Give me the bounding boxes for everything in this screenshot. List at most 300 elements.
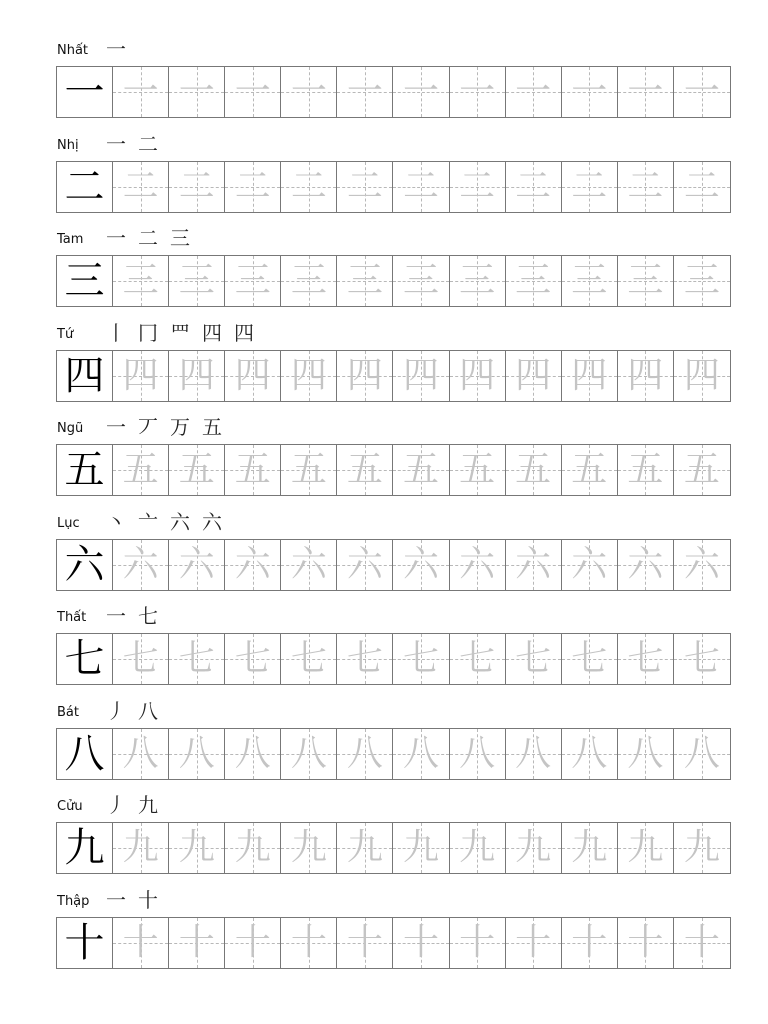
trace-character: 七 bbox=[122, 638, 159, 679]
trace-cell[interactable] bbox=[225, 256, 281, 306]
trace-cell[interactable] bbox=[281, 729, 337, 779]
practice-grid bbox=[56, 350, 731, 402]
trace-cell[interactable] bbox=[113, 918, 169, 968]
trace-character: 五 bbox=[459, 449, 496, 490]
trace-character: 八 bbox=[234, 732, 271, 774]
model-character-cell bbox=[57, 634, 113, 684]
trace-cell[interactable] bbox=[506, 67, 562, 117]
trace-character: 四 bbox=[459, 354, 496, 396]
trace-character: 十 bbox=[122, 921, 159, 963]
stroke-step: 三 bbox=[170, 226, 190, 250]
trace-character: 八 bbox=[178, 732, 215, 774]
trace-cell[interactable] bbox=[169, 256, 225, 306]
trace-cell[interactable] bbox=[618, 256, 674, 306]
stroke-step: 七 bbox=[138, 604, 158, 628]
trace-cell[interactable] bbox=[618, 351, 674, 401]
trace-character: 二 bbox=[515, 165, 552, 207]
trace-character: 三 bbox=[627, 260, 664, 301]
trace-character: 五 bbox=[515, 449, 552, 490]
trace-character: 四 bbox=[571, 354, 608, 396]
row-label: Nhị bbox=[57, 137, 79, 153]
stroke-order-sequence bbox=[100, 885, 164, 915]
trace-character: 六 bbox=[290, 543, 327, 585]
trace-character: 三 bbox=[290, 260, 327, 301]
trace-cell[interactable] bbox=[225, 162, 281, 212]
model-character-cell bbox=[57, 445, 113, 495]
trace-cell[interactable] bbox=[618, 445, 674, 495]
trace-character: 三 bbox=[234, 260, 271, 301]
trace-character: 九 bbox=[571, 827, 608, 868]
trace-character: 一 bbox=[346, 71, 383, 112]
model-character: 四 bbox=[64, 352, 105, 399]
model-character: 十 bbox=[64, 919, 105, 966]
trace-cell[interactable] bbox=[225, 67, 281, 117]
trace-character: 九 bbox=[122, 827, 159, 868]
practice-row bbox=[0, 320, 768, 420]
trace-character: 三 bbox=[515, 260, 552, 301]
trace-cell[interactable] bbox=[506, 540, 562, 590]
trace-character: 一 bbox=[683, 71, 720, 112]
stroke-step: 四 bbox=[202, 320, 222, 345]
trace-cell[interactable] bbox=[618, 540, 674, 590]
trace-character: 三 bbox=[459, 260, 496, 301]
trace-cell[interactable] bbox=[506, 256, 562, 306]
trace-character: 三 bbox=[403, 260, 440, 301]
trace-cell[interactable] bbox=[393, 67, 449, 117]
stroke-order-sequence bbox=[100, 34, 132, 64]
practice-row bbox=[0, 509, 768, 609]
trace-cell[interactable] bbox=[337, 256, 393, 306]
trace-character: 六 bbox=[515, 543, 552, 585]
trace-character: 二 bbox=[571, 165, 608, 207]
trace-cell[interactable] bbox=[393, 256, 449, 306]
trace-character: 七 bbox=[290, 638, 327, 679]
trace-cell[interactable] bbox=[113, 67, 169, 117]
trace-character: 六 bbox=[627, 543, 664, 585]
practice-row bbox=[0, 604, 768, 703]
stroke-step: 丶 bbox=[106, 509, 126, 534]
trace-character: 一 bbox=[234, 71, 271, 112]
trace-cell[interactable] bbox=[562, 67, 618, 117]
trace-cell[interactable] bbox=[225, 823, 281, 873]
trace-cell[interactable] bbox=[506, 634, 562, 684]
trace-cell[interactable] bbox=[618, 162, 674, 212]
practice-row bbox=[0, 37, 768, 136]
trace-cell[interactable] bbox=[225, 634, 281, 684]
trace-character: 十 bbox=[403, 921, 440, 963]
trace-cell[interactable] bbox=[337, 823, 393, 873]
trace-cell[interactable] bbox=[337, 540, 393, 590]
trace-character: 二 bbox=[290, 165, 327, 207]
trace-cell[interactable] bbox=[674, 823, 730, 873]
trace-cell[interactable] bbox=[393, 634, 449, 684]
trace-character: 十 bbox=[178, 921, 215, 963]
stroke-step: 六 bbox=[170, 509, 190, 534]
stroke-step: 二 bbox=[138, 131, 158, 156]
trace-cell[interactable] bbox=[169, 540, 225, 590]
trace-character: 三 bbox=[346, 260, 383, 301]
trace-cell[interactable] bbox=[337, 67, 393, 117]
trace-character: 五 bbox=[290, 449, 327, 490]
stroke-step: 亠 bbox=[138, 509, 158, 534]
stroke-step: 六 bbox=[202, 509, 222, 534]
trace-cell[interactable] bbox=[337, 729, 393, 779]
trace-cell[interactable] bbox=[450, 540, 506, 590]
trace-character: 四 bbox=[683, 354, 720, 396]
stroke-step: 罒 bbox=[170, 320, 190, 345]
trace-character: 七 bbox=[234, 638, 271, 679]
trace-character: 三 bbox=[122, 260, 159, 301]
practice-grid bbox=[56, 822, 731, 874]
trace-character: 六 bbox=[234, 543, 271, 585]
trace-cell[interactable] bbox=[674, 162, 730, 212]
trace-character: 二 bbox=[346, 165, 383, 207]
trace-cell[interactable] bbox=[169, 823, 225, 873]
trace-character: 八 bbox=[346, 732, 383, 774]
trace-cell[interactable] bbox=[113, 823, 169, 873]
trace-cell[interactable] bbox=[562, 823, 618, 873]
trace-character: 十 bbox=[290, 921, 327, 963]
stroke-step: 一 bbox=[106, 226, 126, 250]
trace-character: 六 bbox=[571, 543, 608, 585]
stroke-step: 丆 bbox=[138, 415, 158, 439]
row-label: Ngũ bbox=[57, 421, 84, 436]
trace-cell[interactable] bbox=[393, 729, 449, 779]
trace-character: 八 bbox=[122, 732, 159, 774]
trace-character: 九 bbox=[403, 827, 440, 868]
trace-character: 九 bbox=[627, 827, 664, 868]
trace-cell[interactable] bbox=[113, 445, 169, 495]
model-character: 九 bbox=[64, 825, 105, 871]
trace-character: 九 bbox=[459, 827, 496, 868]
stroke-step: 丨 bbox=[106, 320, 126, 345]
model-character-cell bbox=[57, 823, 113, 873]
trace-cell[interactable] bbox=[281, 256, 337, 306]
trace-character: 一 bbox=[515, 71, 552, 112]
trace-character: 一 bbox=[403, 71, 440, 112]
trace-character: 七 bbox=[571, 638, 608, 679]
trace-character: 八 bbox=[290, 732, 327, 774]
stroke-step: 冂 bbox=[138, 320, 158, 345]
trace-character: 十 bbox=[571, 921, 608, 963]
practice-grid bbox=[56, 444, 731, 496]
trace-character: 五 bbox=[627, 449, 664, 490]
trace-cell[interactable] bbox=[450, 445, 506, 495]
trace-character: 四 bbox=[403, 354, 440, 396]
trace-character: 四 bbox=[122, 354, 159, 396]
trace-character: 五 bbox=[178, 449, 215, 490]
trace-character: 二 bbox=[627, 165, 664, 207]
trace-character: 八 bbox=[515, 732, 552, 774]
trace-character: 八 bbox=[403, 732, 440, 774]
trace-cell[interactable] bbox=[506, 445, 562, 495]
trace-cell[interactable] bbox=[169, 729, 225, 779]
trace-cell[interactable] bbox=[337, 634, 393, 684]
stroke-order-sequence bbox=[100, 223, 196, 253]
row-label: Nhất bbox=[57, 43, 89, 58]
trace-character: 三 bbox=[571, 260, 608, 301]
trace-character: 五 bbox=[234, 449, 271, 490]
practice-row bbox=[0, 698, 768, 798]
stroke-step: 一 bbox=[106, 887, 126, 912]
trace-cell[interactable] bbox=[281, 162, 337, 212]
trace-character: 八 bbox=[459, 732, 496, 774]
trace-character: 一 bbox=[627, 71, 664, 112]
trace-character: 一 bbox=[290, 71, 327, 112]
practice-row bbox=[0, 131, 768, 231]
trace-cell[interactable] bbox=[393, 918, 449, 968]
model-character: 八 bbox=[64, 730, 105, 777]
trace-cell[interactable] bbox=[562, 634, 618, 684]
trace-character: 二 bbox=[459, 165, 496, 207]
trace-cell[interactable] bbox=[562, 540, 618, 590]
trace-cell[interactable] bbox=[674, 540, 730, 590]
trace-cell[interactable] bbox=[169, 162, 225, 212]
trace-cell[interactable] bbox=[169, 67, 225, 117]
trace-character: 八 bbox=[571, 732, 608, 774]
trace-cell[interactable] bbox=[562, 351, 618, 401]
trace-cell[interactable] bbox=[562, 918, 618, 968]
trace-cell[interactable] bbox=[450, 351, 506, 401]
trace-cell[interactable] bbox=[169, 634, 225, 684]
practice-grid bbox=[56, 917, 731, 969]
trace-cell[interactable] bbox=[506, 162, 562, 212]
practice-grid bbox=[56, 255, 731, 307]
stroke-step: 一 bbox=[106, 131, 126, 156]
stroke-step: 九 bbox=[138, 793, 158, 817]
trace-cell[interactable] bbox=[450, 729, 506, 779]
trace-cell[interactable] bbox=[281, 918, 337, 968]
trace-cell[interactable] bbox=[113, 256, 169, 306]
trace-character: 一 bbox=[122, 71, 159, 112]
stroke-step: 一 bbox=[106, 604, 126, 628]
row-label: Lục bbox=[57, 515, 80, 531]
trace-cell[interactable] bbox=[393, 445, 449, 495]
trace-cell[interactable] bbox=[337, 351, 393, 401]
row-label: Bát bbox=[57, 704, 79, 720]
trace-cell[interactable] bbox=[225, 445, 281, 495]
trace-character: 七 bbox=[515, 638, 552, 679]
trace-character: 七 bbox=[346, 638, 383, 679]
trace-cell[interactable] bbox=[113, 540, 169, 590]
row-label: Thập bbox=[57, 893, 90, 909]
trace-character: 九 bbox=[178, 827, 215, 868]
trace-cell[interactable] bbox=[393, 162, 449, 212]
trace-character: 二 bbox=[234, 165, 271, 207]
trace-cell[interactable] bbox=[337, 445, 393, 495]
trace-cell[interactable] bbox=[562, 162, 618, 212]
trace-cell[interactable] bbox=[450, 67, 506, 117]
trace-cell[interactable] bbox=[506, 823, 562, 873]
trace-cell[interactable] bbox=[225, 918, 281, 968]
trace-cell[interactable] bbox=[225, 729, 281, 779]
stroke-order-sequence bbox=[100, 601, 164, 631]
trace-cell[interactable] bbox=[450, 918, 506, 968]
model-character: 七 bbox=[64, 636, 105, 682]
model-character-cell bbox=[57, 162, 113, 212]
trace-cell[interactable] bbox=[169, 351, 225, 401]
trace-character: 六 bbox=[178, 543, 215, 585]
trace-cell[interactable] bbox=[618, 823, 674, 873]
trace-cell[interactable] bbox=[393, 351, 449, 401]
trace-character: 四 bbox=[515, 354, 552, 396]
trace-character: 十 bbox=[459, 921, 496, 963]
practice-row bbox=[0, 415, 768, 514]
trace-cell[interactable] bbox=[674, 918, 730, 968]
trace-character: 八 bbox=[683, 732, 720, 774]
trace-character: 四 bbox=[346, 354, 383, 396]
trace-character: 二 bbox=[683, 165, 720, 207]
stroke-step: 八 bbox=[138, 698, 158, 723]
trace-character: 十 bbox=[515, 921, 552, 963]
trace-character: 三 bbox=[178, 260, 215, 301]
trace-character: 十 bbox=[234, 921, 271, 963]
practice-row bbox=[0, 887, 768, 987]
model-character: 一 bbox=[64, 69, 105, 115]
trace-character: 四 bbox=[234, 354, 271, 396]
model-character-cell bbox=[57, 540, 113, 590]
trace-cell[interactable] bbox=[225, 351, 281, 401]
trace-cell[interactable] bbox=[113, 162, 169, 212]
trace-character: 十 bbox=[627, 921, 664, 963]
trace-character: 七 bbox=[403, 638, 440, 679]
trace-cell[interactable] bbox=[281, 67, 337, 117]
trace-character: 八 bbox=[627, 732, 664, 774]
trace-cell[interactable] bbox=[337, 162, 393, 212]
trace-character: 四 bbox=[627, 354, 664, 396]
trace-character: 五 bbox=[122, 449, 159, 490]
trace-character: 九 bbox=[683, 827, 720, 868]
practice-grid bbox=[56, 66, 731, 118]
trace-cell[interactable] bbox=[674, 445, 730, 495]
trace-cell[interactable] bbox=[674, 634, 730, 684]
trace-cell[interactable] bbox=[281, 351, 337, 401]
trace-character: 九 bbox=[515, 827, 552, 868]
trace-cell[interactable] bbox=[618, 729, 674, 779]
trace-character: 一 bbox=[459, 71, 496, 112]
trace-character: 九 bbox=[234, 827, 271, 868]
trace-character: 七 bbox=[627, 638, 664, 679]
trace-cell[interactable] bbox=[506, 351, 562, 401]
trace-character: 五 bbox=[571, 449, 608, 490]
stroke-step: 一 bbox=[106, 415, 126, 439]
practice-grid bbox=[56, 539, 731, 591]
row-label: Tam bbox=[57, 232, 84, 247]
model-character-cell bbox=[57, 918, 113, 968]
row-label: Cửu bbox=[57, 799, 83, 814]
stroke-order-sequence bbox=[100, 790, 164, 820]
trace-cell[interactable] bbox=[618, 634, 674, 684]
trace-cell[interactable] bbox=[674, 729, 730, 779]
trace-cell[interactable] bbox=[113, 351, 169, 401]
trace-cell[interactable] bbox=[281, 634, 337, 684]
trace-cell[interactable] bbox=[674, 67, 730, 117]
trace-cell[interactable] bbox=[113, 634, 169, 684]
stroke-order-sequence bbox=[100, 507, 228, 537]
trace-cell[interactable] bbox=[450, 634, 506, 684]
trace-character: 六 bbox=[403, 543, 440, 585]
trace-cell[interactable] bbox=[393, 823, 449, 873]
stroke-step: 四 bbox=[234, 320, 254, 345]
trace-character: 十 bbox=[346, 921, 383, 963]
model-character: 三 bbox=[64, 258, 105, 304]
stroke-step: 万 bbox=[170, 415, 190, 439]
trace-cell[interactable] bbox=[618, 918, 674, 968]
trace-character: 七 bbox=[178, 638, 215, 679]
trace-character: 七 bbox=[459, 638, 496, 679]
trace-cell[interactable] bbox=[450, 823, 506, 873]
row-label: Tứ bbox=[57, 326, 74, 342]
trace-character: 一 bbox=[178, 71, 215, 112]
trace-character: 六 bbox=[683, 543, 720, 585]
trace-cell[interactable] bbox=[562, 729, 618, 779]
practice-row bbox=[0, 226, 768, 325]
trace-cell[interactable] bbox=[169, 445, 225, 495]
trace-cell[interactable] bbox=[169, 918, 225, 968]
trace-character: 五 bbox=[346, 449, 383, 490]
practice-grid bbox=[56, 633, 731, 685]
trace-cell[interactable] bbox=[506, 729, 562, 779]
model-character-cell bbox=[57, 351, 113, 401]
trace-character: 九 bbox=[290, 827, 327, 868]
stroke-order-sequence bbox=[100, 129, 164, 159]
model-character: 五 bbox=[64, 447, 105, 493]
trace-character: 六 bbox=[346, 543, 383, 585]
trace-cell[interactable] bbox=[562, 256, 618, 306]
model-character-cell bbox=[57, 67, 113, 117]
trace-cell[interactable] bbox=[674, 256, 730, 306]
trace-character: 十 bbox=[683, 921, 720, 963]
practice-row bbox=[0, 793, 768, 892]
trace-cell[interactable] bbox=[393, 540, 449, 590]
trace-character: 六 bbox=[459, 543, 496, 585]
trace-cell[interactable] bbox=[618, 67, 674, 117]
stroke-step: 五 bbox=[202, 415, 222, 439]
stroke-step: 一 bbox=[106, 37, 126, 61]
trace-cell[interactable] bbox=[450, 256, 506, 306]
stroke-order-sequence bbox=[100, 318, 260, 348]
trace-cell[interactable] bbox=[281, 540, 337, 590]
trace-cell[interactable] bbox=[281, 445, 337, 495]
trace-cell[interactable] bbox=[674, 351, 730, 401]
practice-grid bbox=[56, 161, 731, 213]
stroke-step: 二 bbox=[138, 226, 158, 250]
trace-cell[interactable] bbox=[562, 445, 618, 495]
trace-cell[interactable] bbox=[506, 918, 562, 968]
stroke-step: 丿 bbox=[106, 793, 126, 817]
model-character: 二 bbox=[64, 163, 105, 210]
trace-cell[interactable] bbox=[337, 918, 393, 968]
practice-grid bbox=[56, 728, 731, 780]
trace-character: 七 bbox=[683, 638, 720, 679]
stroke-order-sequence bbox=[100, 696, 164, 726]
trace-character: 九 bbox=[346, 827, 383, 868]
trace-character: 一 bbox=[571, 71, 608, 112]
trace-cell[interactable] bbox=[450, 162, 506, 212]
trace-cell[interactable] bbox=[113, 729, 169, 779]
trace-character: 二 bbox=[403, 165, 440, 207]
trace-character: 六 bbox=[122, 543, 159, 585]
trace-character: 五 bbox=[403, 449, 440, 490]
trace-cell[interactable] bbox=[225, 540, 281, 590]
trace-character: 五 bbox=[683, 449, 720, 490]
stroke-step: 丿 bbox=[106, 698, 126, 723]
model-character-cell bbox=[57, 729, 113, 779]
stroke-order-sequence bbox=[100, 412, 228, 442]
trace-character: 二 bbox=[122, 165, 159, 207]
trace-cell[interactable] bbox=[281, 823, 337, 873]
trace-character: 四 bbox=[290, 354, 327, 396]
